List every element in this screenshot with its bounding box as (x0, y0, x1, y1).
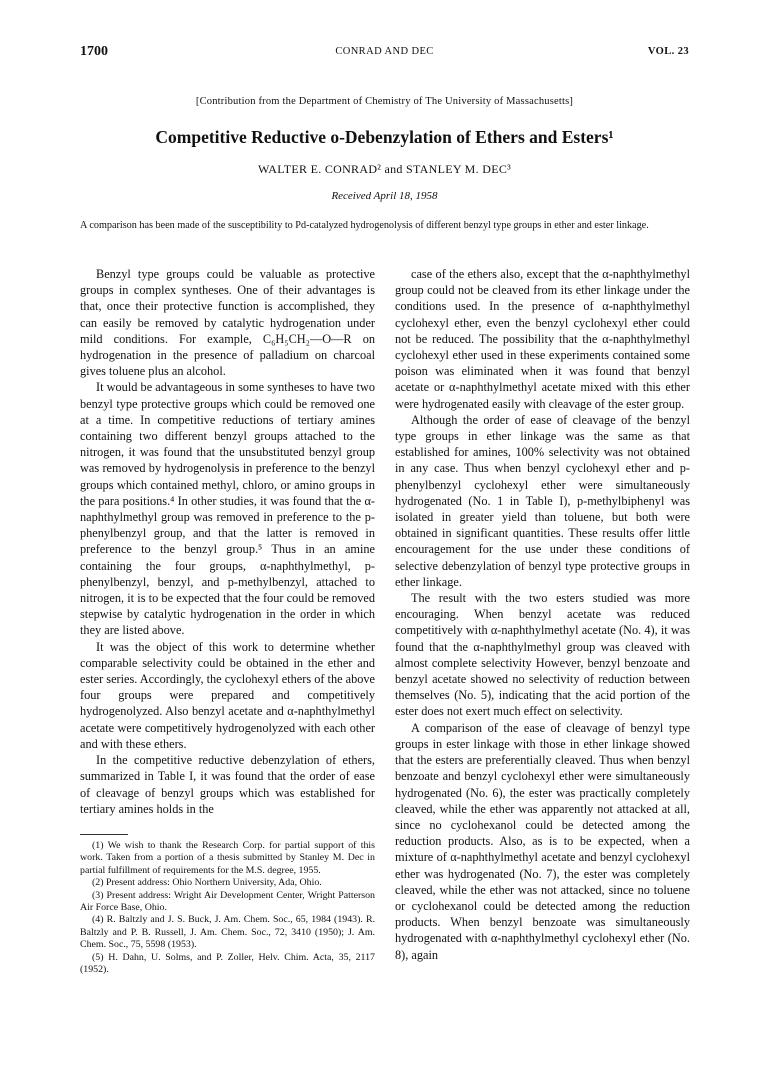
paragraph: The result with the two esters studied was more encouraging. When benzyl acetate was reduced competitively with α-naphthylmethyl acetate (No. 4), it was found that the α-naphthylmethyl group was cleaved with almost complete selectivity However, benzyl benzoate and benzyl acetate showed no selectivity of reduction between themselves (No. 5), indicating that the acid portion of the ester does not exert much effect on selectivity. (395, 591, 690, 719)
page-number: 1700 (80, 44, 108, 59)
right-column (395, 266, 690, 963)
footnote: (3) Present address: Wright Air Development Center, Wright Patterson Air Force Base, Ohio. (80, 889, 375, 914)
article-title: Competitive Reductive o-Debenzylation of Ethers and Esters¹ (155, 127, 614, 147)
running-head (80, 44, 689, 62)
contribution-line: [Contribution from the Department of Chemistry of The University of Massachusetts] (195, 96, 574, 107)
paragraph: Benzyl type groups could be valuable as protective groups in complex syntheses. One of their advantages is that, once their protective function is accomplished, they can easily be removed by catalytic hydrogenation under mild conditions. For example, C₆H₅CH₂—O—R on hydrogenation in the presence of palladium on charcoal gives toluene plus an alcohol. (80, 267, 375, 379)
paragraph: case of the ethers also, except that the α-naphthylmethyl group could not be cleaved from its ether linkage under the conditions used. In the presence of α-naphthylmethyl cyclohexyl ether, even the benzyl cyclohexyl ether could not be reduced. The possibility that the α-naphthylmethyl cyclohexyl ether used in these experiments contained some poison was eliminated when it was found that benzyl acetate or α-naphthylmethyl acetate mixed with this ether were hydrogenated easily with cleavage of the ester group. (395, 267, 690, 411)
footnote-divider (80, 834, 128, 835)
paragraph: It was the object of this work to determine whether comparable selectivity could be obtained in the ether and ester series. Accordingly, the cyclohexyl ethers of the above four groups were prepared and competitively hydrogenolyzed. Also benzyl acetate and α-naphthylmethyl acetate were competitively hydrogenolyzed with each other and with these ethers. (80, 639, 375, 751)
left-column (80, 266, 375, 817)
author-byline: WALTER E. CONRAD² and STANLEY M. DEC³ (257, 162, 512, 176)
paragraph: It would be advantageous in some syntheses to have two benzyl type protective groups which could be removed one at a time. In competitive reductions of tertiary amines containing two different benzyl groups attached to the nitrogen, it was found that the unsubstituted benzyl group was removed by hydrogenolysis in preference to the benzyl groups which contained methyl, chloro, or amino groups in the para positions.⁴ In other studies, it was found that the α-naphthylmethyl group was removed in preference to the p-phenylbenzyl group, and that the latter is removed in preference to the benzyl group.⁵ Thus in an amine containing the four groups, α-naphthylmethyl, p-phenylbenzyl, benzyl, and p-methylbenzyl, attached to nitrogen, it is to be expected that the four could be removed stepwise by catalytic hydrogenation in the order in which they are listed above. (80, 380, 375, 638)
footnote: (5) H. Dahn, U. Solms, and P. Zoller, Helv. Chim. Acta, 35, 2117 (1952). (80, 951, 375, 976)
abstract: A comparison has been made of the susceptibility to Pd-catalyzed hydrogenolysis of different benzyl type groups in ether and ester linkage. (80, 220, 649, 231)
paragraph: Although the order of ease of cleavage of the benzyl type groups in ether linkage was the same as that established for amines, 100% selectivity was not obtained in any case. Thus when benzyl cyclohexyl ether and p-phenylbenzyl cyclohexyl ether were simultaneously hydrogenated (No. 1 in Table I), p-methylbiphenyl was isolated in greater yield than toluene, but both were obtained in significant quantities. These results offer little encouragement for the use under these conditions of selective debenzylation of benzyl type protective groups in ether linkage. (395, 412, 690, 589)
footnotes (80, 840, 375, 976)
footnote: (1) We wish to thank the Research Corp. for partial support of this work. Taken from a portion of a thesis submitted by Stanley M. Dec in partial fulfillment of requirements for the M.S. degree, 1955. (80, 840, 375, 876)
paragraph: In the competitive reductive debenzylation of ethers, summarized in Table I, it was found that the order of ease of cleavage of benzyl groups which was established for tertiary amines holds in the (80, 753, 375, 816)
footnote: (2) Present address: Ohio Northern University, Ada, Ohio. (92, 877, 322, 889)
paragraph: A comparison of the ease of cleavage of benzyl type groups in ester linkage with those in ether linkage showed that the esters are preferentially cleaved. Thus when benzyl benzoate and benzyl cyclohexyl ether were simultaneously hydrogenated (No. 6), the ester was practically completely cleaved, while the ether was apparently not attacked at all, since no cyclohexanol could be detected among the reduction products. Also, as is to be expected, when a mixture of α-naphthylmethyl acetate and benzyl cyclohexyl ether was hydrogenated (No. 7), the ester was completely cleaved, while the ether was not attacked, since no toluene or cyclohexanol could be detected among the reduction products. When benzyl benzoate was simultaneously hydrogenated with α-naphthylmethyl cyclohexyl ether (No. 8), again (395, 720, 690, 962)
footnote: (4) R. Baltzly and J. S. Buck, J. Am. Chem. Soc., 65, 1984 (1943). R. Baltzly and P. B. Russell, J. Am. Chem. Soc., 72, 3410 (1950); J. Am. Chem. Soc., 75, 5598 (1953). (80, 914, 375, 951)
received-date: Received April 18, 1958 (331, 190, 438, 202)
running-head-authors: CONRAD AND DEC (335, 46, 434, 57)
volume-label: VOL. 23 (647, 46, 689, 57)
